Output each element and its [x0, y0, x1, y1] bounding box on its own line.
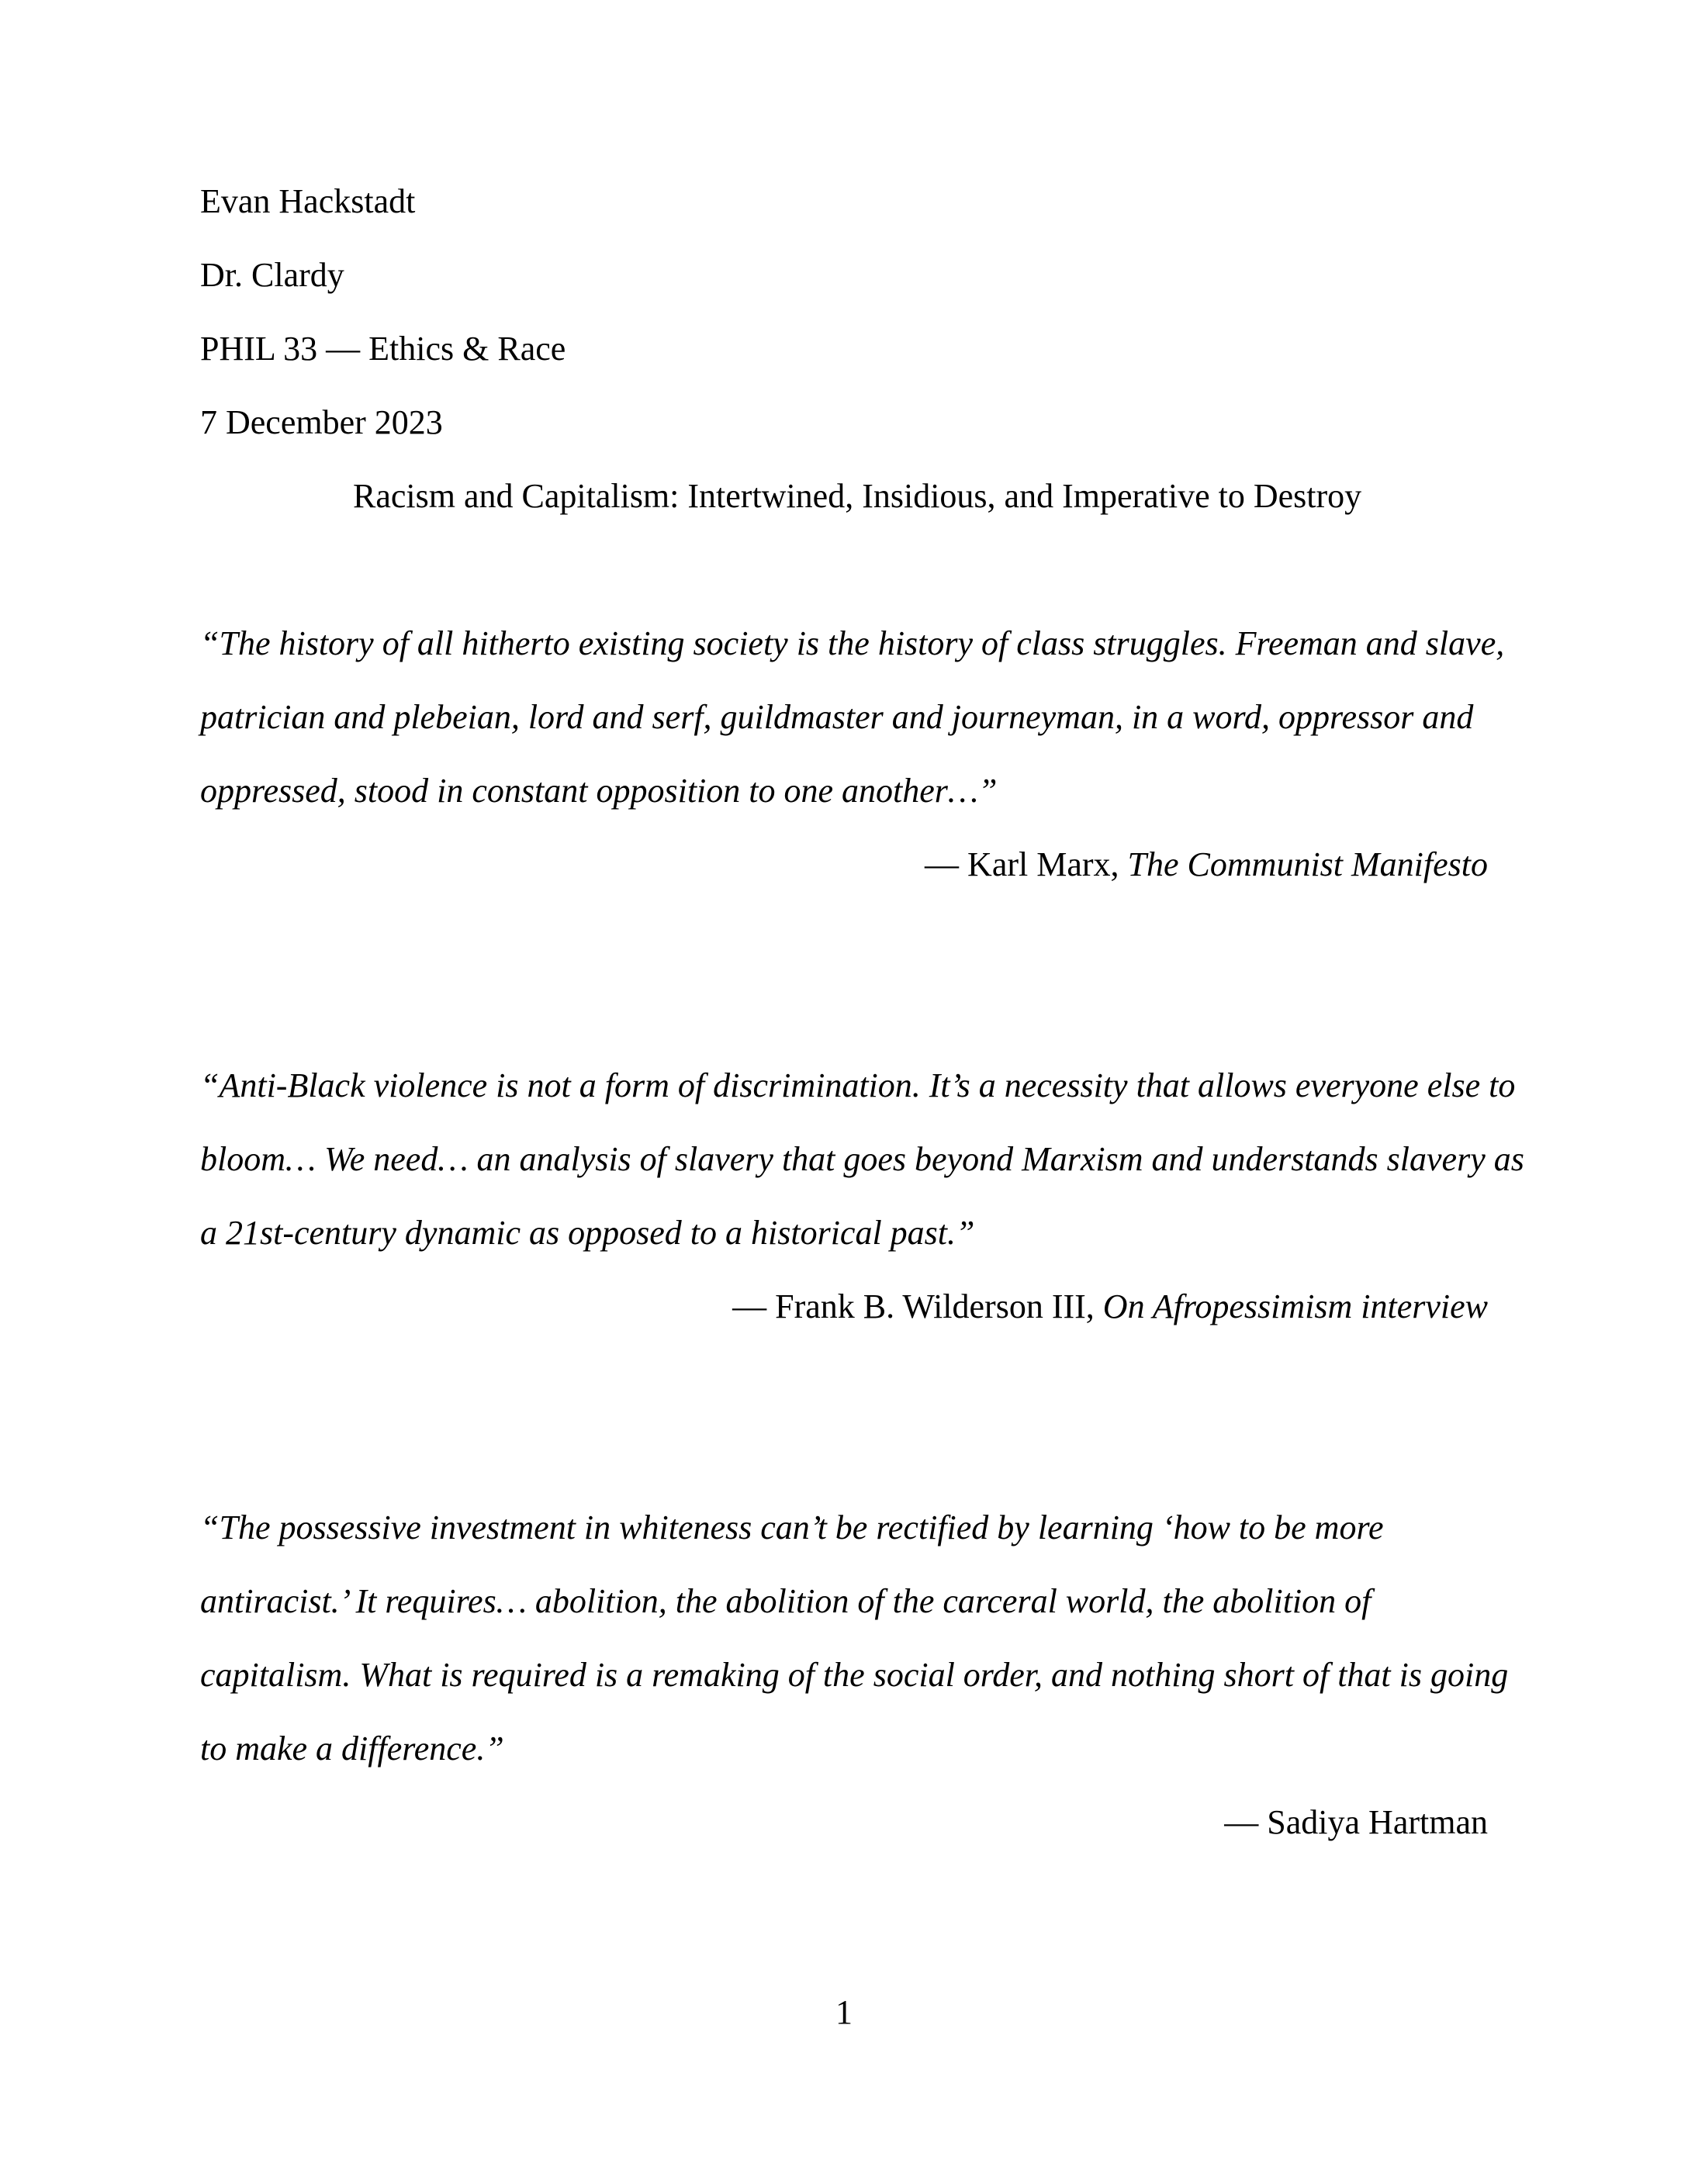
epigraph-line: antiracist.’ It requires… abolition, the abolition of the carceral world, the abolition of — [200, 1582, 1372, 1620]
epigraph-1 — [200, 606, 1505, 901]
epigraph-line: bloom… We need… an analysis of slavery that goes beyond Marxism and understands slavery as — [200, 1140, 1524, 1178]
attribution-source: On Afropessimism interview — [1102, 1287, 1488, 1325]
heading-author: Evan Hackstadt — [200, 182, 416, 220]
page-number: 1 — [835, 1993, 853, 2031]
epigraph-line: a 21st-century dynamic as opposed to a historical past.” — [200, 1214, 975, 1252]
spacer — [200, 1343, 1488, 1491]
epigraph-line: oppressed, stood in constant opposition to one another…” — [200, 772, 998, 810]
mla-heading-block — [200, 0, 1488, 459]
epigraph-attribution — [200, 828, 1488, 901]
epigraph-line: capitalism. What is required is a remaking of the social order, and nothing short of that is going — [200, 1656, 1509, 1694]
spacer — [200, 533, 1488, 606]
epigraph-3 — [200, 1491, 1509, 1859]
epigraph-line: “Anti-Black violence is not a form of discrimination. It’s a necessity that allows everyone else to — [200, 1066, 1516, 1104]
epigraph-attribution — [200, 1270, 1488, 1343]
epigraph-line: “The possessive investment in whiteness can’t be rectified by learning ‘how to be more — [200, 1508, 1384, 1546]
attribution-author: — Sadiya Hartman — [1224, 1803, 1488, 1841]
epigraph-line: patrician and plebeian, lord and serf, guildmaster and journeyman, in a word, oppressor and — [200, 698, 1474, 736]
heading-date: 7 December 2023 — [200, 403, 443, 441]
attribution-author: — Karl Marx, — [925, 845, 1128, 883]
epigraph-line: to make a difference.” — [200, 1730, 504, 1768]
heading-instructor: Dr. Clardy — [200, 256, 344, 294]
epigraph-attribution — [200, 1785, 1488, 1859]
heading-course: PHIL 33 — Ethics & Race — [200, 330, 566, 368]
page-title: Racism and Capitalism: Intertwined, Insidious, and Imperative to Destroy — [353, 477, 1362, 515]
attribution-author: — Frank B. Wilderson III, — [732, 1287, 1103, 1325]
attribution-source: The Communist Manifesto — [1127, 845, 1488, 883]
epigraph-line: “The history of all hitherto existing society is the history of class struggles. Freeman and slave, — [200, 624, 1505, 662]
document-body — [200, 0, 1524, 1859]
epigraph-2 — [200, 1049, 1524, 1343]
spacer — [200, 901, 1488, 1049]
